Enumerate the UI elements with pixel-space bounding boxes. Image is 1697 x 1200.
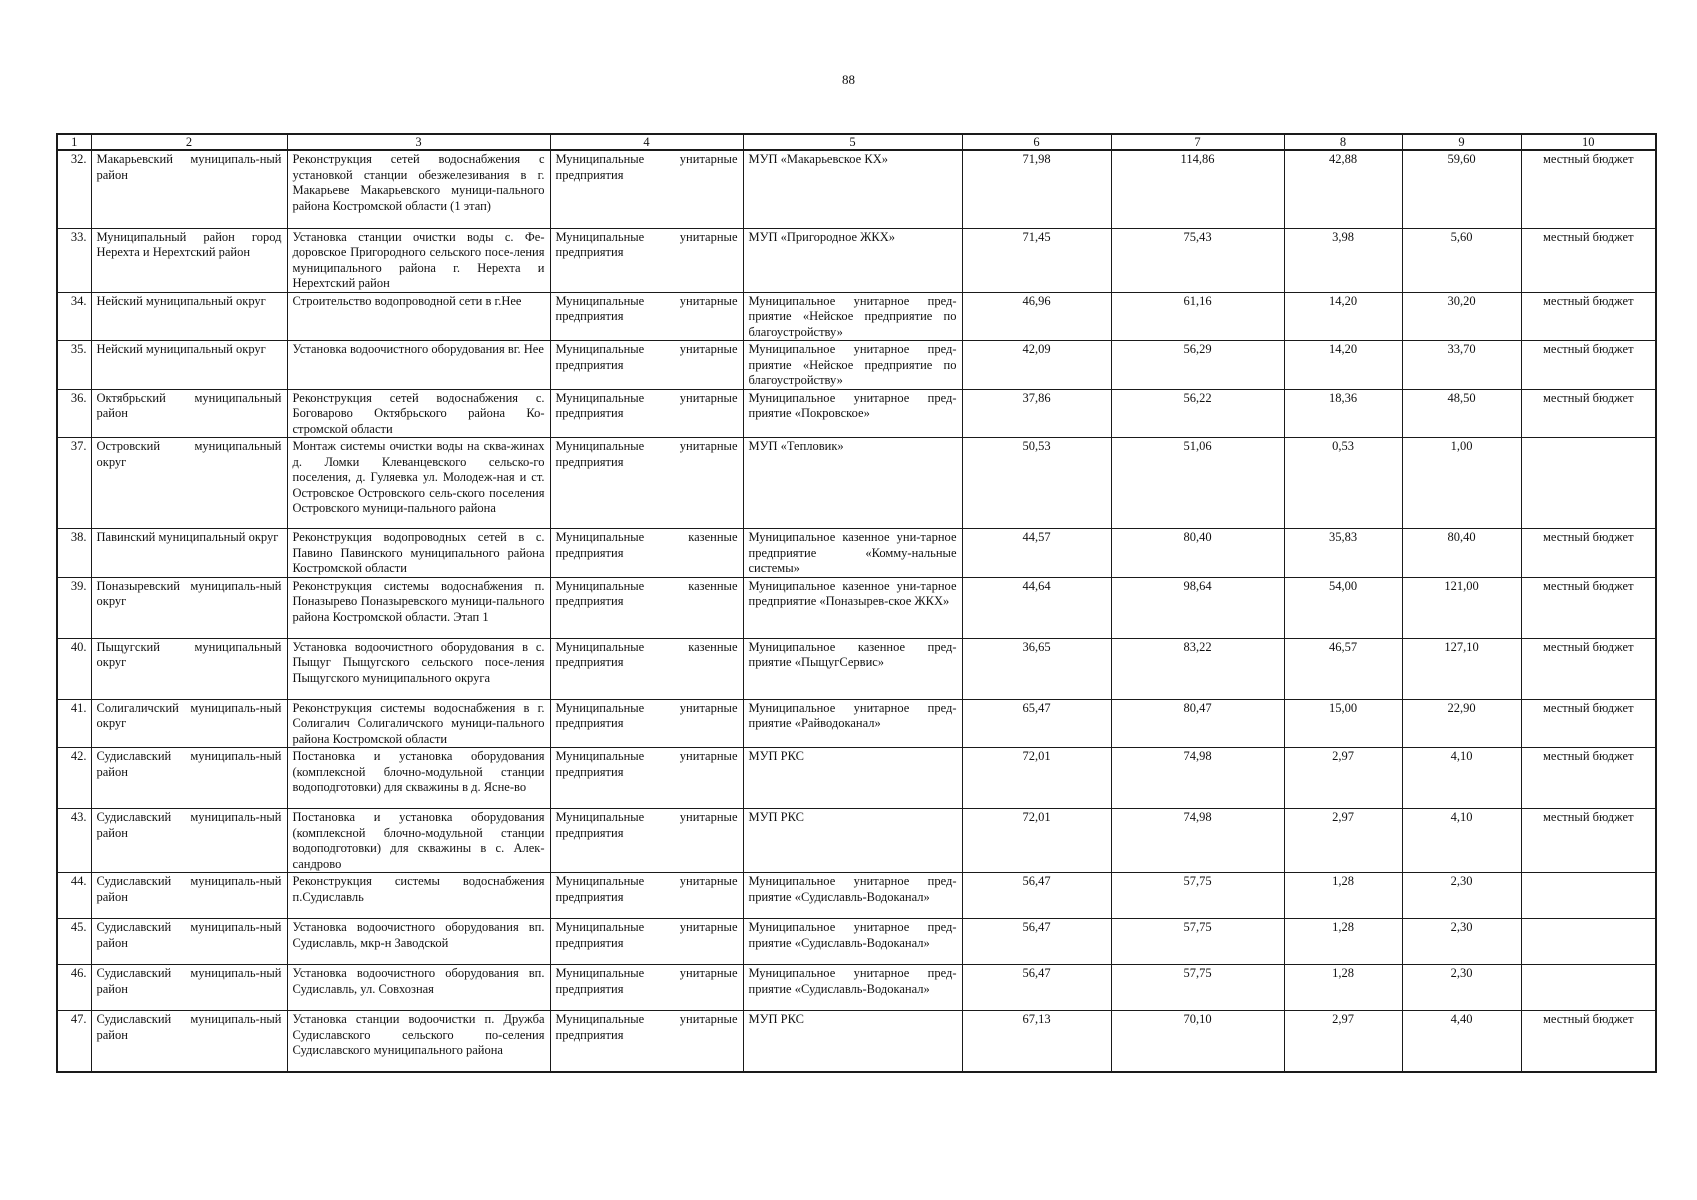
table-row [57,638,1656,699]
org-type-cell: Муниципальные унитарные предприятия [550,965,743,1011]
district-cell: Макарьевский муниципаль-ный район [91,150,287,228]
organization-cell: Муниципальное казенное уни-тарное предприятие «Поназырев-ское ЖКХ» [743,577,962,638]
row-number: 44. [57,873,91,919]
district-cell: Солигаличский муниципаль-ный округ [91,699,287,748]
value-col8-cell: 2,97 [1284,748,1402,809]
header-row [57,134,1656,150]
organization-cell: Муниципальное унитарное пред-приятие «Райводоканал» [743,699,962,748]
table-row [57,228,1656,292]
value-col8-cell: 42,88 [1284,150,1402,228]
project-cell: Установка водоочистного оборудования вп. Судиславль, мкр-н Заводской [287,919,550,965]
header-cell: 5 [743,134,962,150]
value-col6-cell: 46,96 [962,292,1111,341]
value-col6-cell: 42,09 [962,341,1111,390]
value-col8-cell: 0,53 [1284,438,1402,529]
value-col9-cell: 48,50 [1402,389,1521,438]
funding-source-cell: местный бюджет [1521,341,1656,390]
district-cell: Нейский муниципальный округ [91,292,287,341]
row-number: 36. [57,389,91,438]
funding-source-cell: местный бюджет [1521,389,1656,438]
funding-source-cell: местный бюджет [1521,748,1656,809]
value-col9-cell: 121,00 [1402,577,1521,638]
org-type-cell: Муниципальные унитарные предприятия [550,748,743,809]
organization-cell: МУП РКС [743,748,962,809]
org-type-cell: Муниципальные унитарные предприятия [550,438,743,529]
value-col9-cell: 80,40 [1402,529,1521,578]
org-type-cell: Муниципальные унитарные предприятия [550,873,743,919]
organization-cell: Муниципальное казенное пред-приятие «ПыщугСервис» [743,638,962,699]
table-row [57,809,1656,873]
org-type-cell: Муниципальные казенные предприятия [550,638,743,699]
value-col7-cell: 75,43 [1111,228,1284,292]
org-type-cell: Муниципальные унитарные предприятия [550,341,743,390]
value-col9-cell: 4,10 [1402,809,1521,873]
table-row [57,1011,1656,1072]
table-row [57,341,1656,390]
header-cell: 7 [1111,134,1284,150]
table-row [57,292,1656,341]
value-col7-cell: 56,29 [1111,341,1284,390]
row-number: 38. [57,529,91,578]
funding-source-cell: местный бюджет [1521,699,1656,748]
project-cell: Реконструкция сетей водоснабжения с установкой станции обезжелезивания в г. Макарьеве Макарьевского муници-пального района Костромской области (1 этап) [287,150,550,228]
value-col6-cell: 67,13 [962,1011,1111,1072]
value-col6-cell: 72,01 [962,809,1111,873]
funding-source-cell: местный бюджет [1521,529,1656,578]
value-col7-cell: 83,22 [1111,638,1284,699]
value-col6-cell: 72,01 [962,748,1111,809]
district-cell: Нейский муниципальный округ [91,341,287,390]
value-col8-cell: 35,83 [1284,529,1402,578]
district-cell: Павинский муниципальный округ [91,529,287,578]
value-col6-cell: 56,47 [962,919,1111,965]
organization-cell: Муниципальное унитарное пред-приятие «Судиславль-Водоканал» [743,965,962,1011]
org-type-cell: Муниципальные унитарные предприятия [550,809,743,873]
organization-cell: Муниципальное унитарное пред-приятие «Покровское» [743,389,962,438]
organization-cell: Муниципальное унитарное пред-приятие «Нейское предприятие по благоустройству» [743,341,962,390]
org-type-cell: Муниципальные унитарные предприятия [550,292,743,341]
project-cell: Реконструкция системы водоснабжения п. Поназырево Поназыревского муници-пального района Костромской области. Этап 1 [287,577,550,638]
organization-cell: МУП РКС [743,809,962,873]
funding-source-cell [1521,873,1656,919]
value-col6-cell: 50,53 [962,438,1111,529]
value-col7-cell: 51,06 [1111,438,1284,529]
district-cell: Октябрьский муниципальный район [91,389,287,438]
page-number: 88 [842,72,855,87]
project-cell: Реконструкция системы водоснабжения в г. Солигалич Солигаличского муници-пального района Костромской области [287,699,550,748]
value-col6-cell: 56,47 [962,965,1111,1011]
table-row [57,438,1656,529]
row-number: 40. [57,638,91,699]
organization-cell: Муниципальное унитарное пред-приятие «Судиславль-Водоканал» [743,873,962,919]
org-type-cell: Муниципальные унитарные предприятия [550,389,743,438]
table-row [57,699,1656,748]
project-cell: Установка станции очистки воды с. Фе-доровское Пригородного сельского посе-ления муниципального района г. Нерехта и Нерехтский район [287,228,550,292]
organization-cell: Муниципальное казенное уни-тарное предприятие «Комму-нальные системы» [743,529,962,578]
value-col9-cell: 2,30 [1402,919,1521,965]
value-col8-cell: 14,20 [1284,292,1402,341]
value-col7-cell: 80,47 [1111,699,1284,748]
organization-cell: Муниципальное унитарное пред-приятие «Судиславль-Водоканал» [743,919,962,965]
funding-source-cell: местный бюджет [1521,1011,1656,1072]
funding-source-cell: местный бюджет [1521,228,1656,292]
row-number: 41. [57,699,91,748]
org-type-cell: Муниципальные казенные предприятия [550,529,743,578]
value-col8-cell: 14,20 [1284,341,1402,390]
funding-source-cell: местный бюджет [1521,577,1656,638]
district-cell: Судиславский муниципаль-ный район [91,1011,287,1072]
value-col8-cell: 2,97 [1284,809,1402,873]
table-row [57,873,1656,919]
funding-source-cell: местный бюджет [1521,809,1656,873]
table-row [57,389,1656,438]
project-cell: Установка водоочистного оборудования вг. Нее [287,341,550,390]
header-cell: 2 [91,134,287,150]
value-col9-cell: 1,00 [1402,438,1521,529]
value-col6-cell: 44,64 [962,577,1111,638]
row-number: 45. [57,919,91,965]
value-col9-cell: 22,90 [1402,699,1521,748]
header-cell: 3 [287,134,550,150]
header-cell: 9 [1402,134,1521,150]
org-type-cell: Муниципальные казенные предприятия [550,577,743,638]
district-cell: Судиславский муниципаль-ный район [91,873,287,919]
funding-source-cell: местный бюджет [1521,150,1656,228]
district-cell: Пыщугский муниципальный округ [91,638,287,699]
project-cell: Строительство водопроводной сети в г.Нее [287,292,550,341]
organization-cell: МУП РКС [743,1011,962,1072]
funding-source-cell: местный бюджет [1521,638,1656,699]
row-number: 33. [57,228,91,292]
funding-source-cell: местный бюджет [1521,292,1656,341]
project-cell: Постановка и установка оборудования (комплексной блочно-модульной станции водоподготовки) для скважины в с. Алек-сандрово [287,809,550,873]
organization-cell: МУП «Макарьевское КХ» [743,150,962,228]
district-cell: Судиславский муниципаль-ный район [91,965,287,1011]
table-row [57,529,1656,578]
value-col9-cell: 2,30 [1402,965,1521,1011]
organization-cell: Муниципальное унитарное пред-приятие «Нейское предприятие по благоустройству» [743,292,962,341]
header-cell: 8 [1284,134,1402,150]
value-col9-cell: 2,30 [1402,873,1521,919]
value-col6-cell: 65,47 [962,699,1111,748]
header-cell: 1 [57,134,91,150]
organization-cell: МУП «Тепловик» [743,438,962,529]
table-row [57,150,1656,228]
value-col9-cell: 30,20 [1402,292,1521,341]
row-number: 34. [57,292,91,341]
district-cell: Поназыревский муниципаль-ный округ [91,577,287,638]
org-type-cell: Муниципальные унитарные предприятия [550,150,743,228]
value-col9-cell: 59,60 [1402,150,1521,228]
row-number: 39. [57,577,91,638]
value-col7-cell: 74,98 [1111,748,1284,809]
value-col8-cell: 46,57 [1284,638,1402,699]
funding-source-cell [1521,438,1656,529]
project-cell: Монтаж системы очистки воды на сква-жинах д. Ломки Клеванцевского сельско-го поселения, д. Гуляевка ул. Молодеж-ная и ст. Островское Островского сель-ского поселения Островского муници-пального района [287,438,550,529]
project-cell: Реконструкция сетей водоснабжения с. Боговарово Октябрьского района Ко-стромской области [287,389,550,438]
value-col7-cell: 57,75 [1111,919,1284,965]
value-col7-cell: 74,98 [1111,809,1284,873]
funding-source-cell [1521,919,1656,965]
value-col6-cell: 71,45 [962,228,1111,292]
org-type-cell: Муниципальные унитарные предприятия [550,919,743,965]
row-number: 46. [57,965,91,1011]
value-col9-cell: 127,10 [1402,638,1521,699]
value-col9-cell: 5,60 [1402,228,1521,292]
row-number: 35. [57,341,91,390]
value-col7-cell: 61,16 [1111,292,1284,341]
value-col8-cell: 3,98 [1284,228,1402,292]
row-number: 47. [57,1011,91,1072]
project-cell: Реконструкция водопроводных сетей в с. Павино Павинского муниципального района Костромской области [287,529,550,578]
district-cell: Островский муниципальный округ [91,438,287,529]
value-col7-cell: 114,86 [1111,150,1284,228]
org-type-cell: Муниципальные унитарные предприятия [550,699,743,748]
table-row [57,577,1656,638]
table-row [57,919,1656,965]
project-cell: Установка водоочистного оборудования в с. Пыщуг Пыщугского сельского посе-ления Пыщугского муниципального округа [287,638,550,699]
value-col7-cell: 98,64 [1111,577,1284,638]
value-col6-cell: 56,47 [962,873,1111,919]
value-col8-cell: 15,00 [1284,699,1402,748]
org-type-cell: Муниципальные унитарные предприятия [550,228,743,292]
value-col6-cell: 71,98 [962,150,1111,228]
row-number: 37. [57,438,91,529]
district-cell: Судиславский муниципаль-ный район [91,748,287,809]
value-col7-cell: 57,75 [1111,965,1284,1011]
value-col7-cell: 80,40 [1111,529,1284,578]
value-col9-cell: 33,70 [1402,341,1521,390]
header-cell: 10 [1521,134,1656,150]
value-col6-cell: 36,65 [962,638,1111,699]
value-col7-cell: 57,75 [1111,873,1284,919]
value-col9-cell: 4,10 [1402,748,1521,809]
table-row [57,965,1656,1011]
row-number: 43. [57,809,91,873]
project-cell: Установка станции водоочистки п. Дружба Судиславского сельского по-селения Судиславского муниципального района [287,1011,550,1072]
value-col6-cell: 37,86 [962,389,1111,438]
district-cell: Судиславский муниципаль-ный район [91,919,287,965]
row-number: 32. [57,150,91,228]
header-cell: 6 [962,134,1111,150]
table-row [57,748,1656,809]
organization-cell: МУП «Пригородное ЖКХ» [743,228,962,292]
value-col8-cell: 18,36 [1284,389,1402,438]
value-col7-cell: 70,10 [1111,1011,1284,1072]
program-table [56,133,1657,1073]
value-col8-cell: 54,00 [1284,577,1402,638]
value-col8-cell: 1,28 [1284,873,1402,919]
funding-source-cell [1521,965,1656,1011]
value-col7-cell: 56,22 [1111,389,1284,438]
header-cell: 4 [550,134,743,150]
value-col6-cell: 44,57 [962,529,1111,578]
value-col9-cell: 4,40 [1402,1011,1521,1072]
value-col8-cell: 1,28 [1284,965,1402,1011]
value-col8-cell: 2,97 [1284,1011,1402,1072]
district-cell: Муниципальный район город Нерехта и Нерехтский район [91,228,287,292]
value-col8-cell: 1,28 [1284,919,1402,965]
row-number: 42. [57,748,91,809]
district-cell: Судиславский муниципаль-ный район [91,809,287,873]
org-type-cell: Муниципальные унитарные предприятия [550,1011,743,1072]
project-cell: Реконструкция системы водоснабжения п.Судиславль [287,873,550,919]
project-cell: Постановка и установка оборудования (комплексной блочно-модульной станции водоподготовки) для скважины в д. Ясне-во [287,748,550,809]
project-cell: Установка водоочистного оборудования вп. Судиславль, ул. Совхозная [287,965,550,1011]
